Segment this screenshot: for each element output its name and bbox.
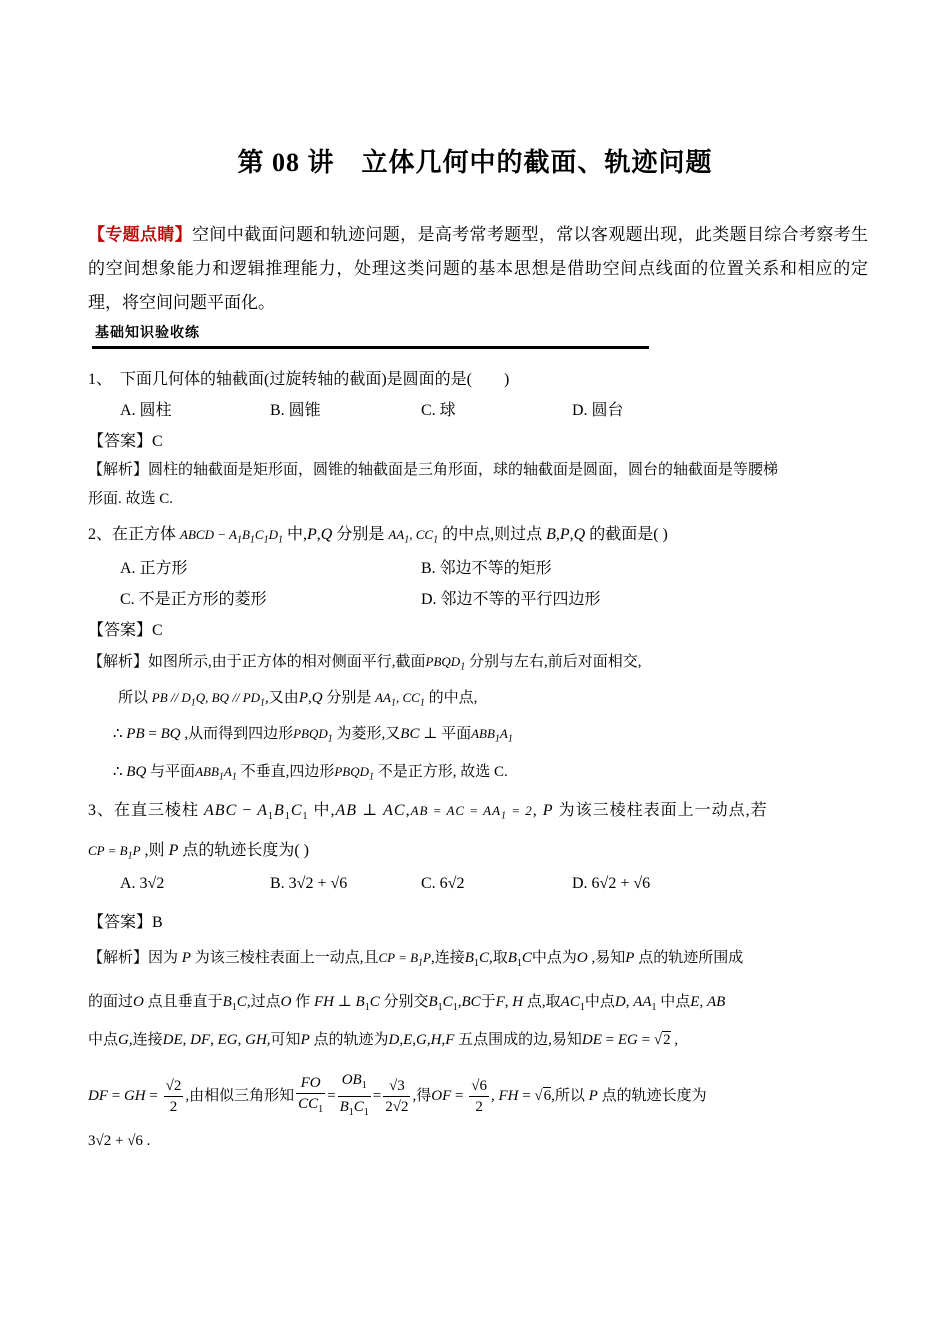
q1-option-b: B. 圆锥 — [270, 402, 321, 419]
q1-analysis-line2: 形面. 故选 C. — [88, 491, 174, 507]
q2-answer: 【答案】C — [88, 622, 163, 639]
q1-stem: 1、 下面几何体的轴截面(过旋转轴的截面)是圆面的是( ) — [88, 371, 510, 388]
q1-answer: 【答案】C — [88, 433, 163, 450]
q2-analysis-line2: 所以 PB // $D_1Q$, BQ // $PD_1$,又由P,Q 分别是 $AA_1$, $CC_1$ 的中点, — [118, 690, 478, 709]
q2-option-d: D. 邻边不等的平行四边形 — [421, 591, 601, 608]
q3-answer: 【答案】B — [88, 914, 163, 931]
q1-option-d: D. 圆台 — [572, 402, 624, 419]
q3-analysis-line5: 3√2 + √6 . — [88, 1133, 151, 1149]
q2-analysis-line3: ∴ PB = BQ ,从而得到四边形$PBQD_1$ 为菱形,又BC ⊥ 平面$ABB_1A_1$ — [113, 726, 513, 745]
section-heading: 基础知识验收练 — [95, 325, 200, 341]
q1-option-a: A. 圆柱 — [120, 402, 172, 419]
q3-option-d: D. 6√2 + √6 — [572, 875, 651, 892]
q1-analysis-line1: 【解析】圆柱的轴截面是矩形面，圆锥的轴截面是三角形面，球的轴截面是圆面，圆台的轴截面是等腰梯 — [88, 462, 779, 478]
q3-analysis-line3: 中点G,连接DE, DF, EG, GH,可知P 点的轨迹为D,E,G,H,F 五点围成的边,易知DE = EG = √2 , — [88, 1032, 679, 1048]
intro-text: 空间中截面问题和轨迹问题，是高考常考题型，常以客观题出现，此类题目综合考察考生的空间想象能力和逻辑推理能力，处理这类问题的基本思想是借助空间点线面的位置关系和相应的定理，将空间问题平面化。 — [88, 225, 868, 312]
q3-stem-line2: CP = $B_1P$ ,则 P 点的轨迹长度为( ) — [88, 842, 310, 862]
q2-analysis-line1: 【解析】如图所示,由于正方体的相对侧面平行,截面$PBQD_1$ 分别与左右,前后对面相交, — [88, 654, 642, 673]
q3-option-c: C. 6√2 — [421, 875, 465, 892]
q2-option-b: B. 邻边不等的矩形 — [421, 560, 552, 577]
q2-option-c: C. 不是正方形的菱形 — [120, 591, 267, 608]
q3-stem-line1: 3、在直三棱柱 ABC − $A_1B_1C_1$ 中,AB ⊥ AC,AB = AC = $AA_1 = 2$, P 为该三棱柱表面上一动点,若 — [88, 802, 768, 823]
q3-analysis-line2: 的面过O 点且垂直于$B_1C$,过点O 作 FH ⊥ $B_1C$ 分别交$B_1C_1,BC$于F, H 点,取$AC_1$中点D, $AA_1$ 中点E, AB — [88, 994, 726, 1013]
intro-paragraph — [88, 218, 868, 320]
q3-option-a: A. 3√2 — [120, 875, 165, 892]
q3-analysis-line1: 【解析】因为 P 为该三棱柱表面上一动点,且CP = $B_1P$,连接$B_1C$,取$B_1C$中点为O ,易知P 点的轨迹所围成 — [88, 950, 744, 969]
q3-option-b: B. 3√2 + √6 — [270, 875, 348, 892]
page-title: 第 08 讲 立体几何中的截面、轨迹问题 — [237, 148, 713, 177]
section-divider — [92, 346, 649, 349]
q2-option-a: A. 正方形 — [120, 560, 188, 577]
q3-analysis-line4: DF = GH = $\frac{√2}{2}$ ,由相似三角形知 $\frac{FO}{CC_1}$ = $\frac{OB_1}{B_1C_1}$ = $\frac{√3}{2√2}$ ,得OF = $\frac{√6}{2}$ , FH = √6,所以 P 点的轨迹长度为 — [88, 1072, 707, 1118]
q1-option-c: C. 球 — [421, 402, 456, 419]
q2-analysis-line4: ∴ BQ 与平面$ABB_1A_1$ 不垂直,四边形$PBQD_1$ 不是正方形, 故选 C. — [113, 764, 508, 783]
intro-tag: 【专题点睛】 — [88, 225, 193, 244]
q2-stem: 2、在正方体 ABCD − $A_1B_1C_1D_1$ 中,P,Q 分别是 $AA_1$, $CC_1$ 的中点,则过点 B,P,Q 的截面是( ) — [88, 526, 668, 546]
